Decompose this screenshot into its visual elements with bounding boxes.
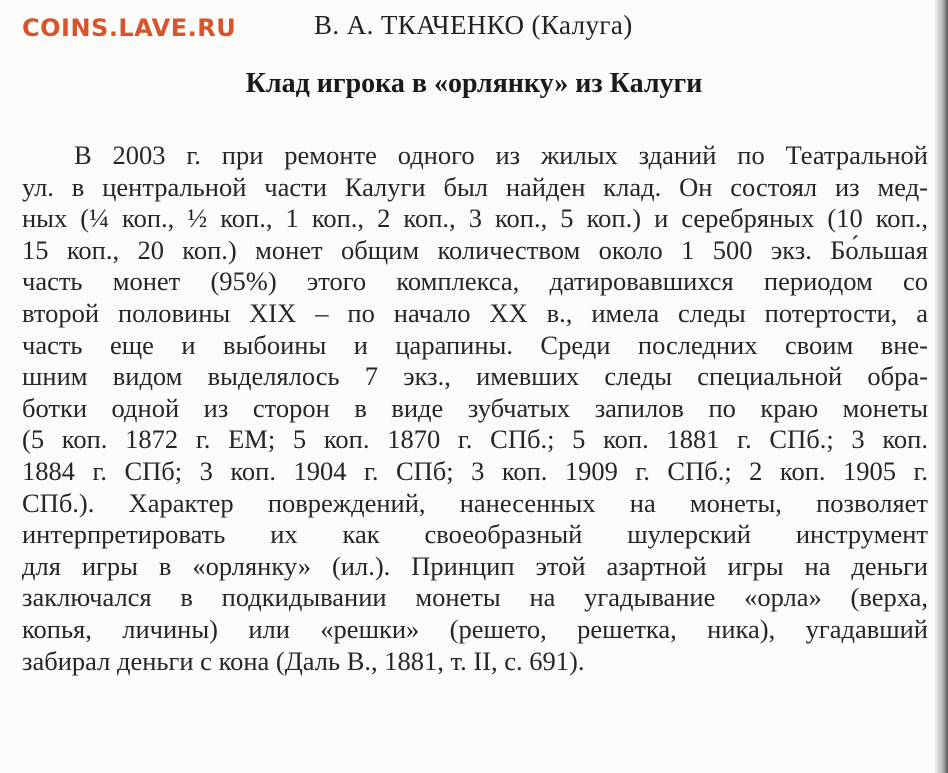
text-line: копья, личины) или «решки» (решето, решетка, ника), угадавший xyxy=(22,613,928,644)
text-line: 15 коп., 20 коп.) монет общим количеством около 1 500 экз. Бо́льшая xyxy=(22,234,928,265)
text-line: 1884 г. СПб; 3 коп. 1904 г. СПб; 3 коп. 1909 г. СПб.; 2 коп. 1905 г. xyxy=(22,455,928,486)
text-line: ных (¼ коп., ½ коп., 1 коп., 2 коп., 3 коп., 5 коп.) и серебряных (10 коп., xyxy=(22,203,928,234)
text-line: интерпретировать их как своеобразный шулерский инструмент xyxy=(22,519,928,550)
text-line: ул. в центральной части Калуги был найден клад. Он состоял из мед- xyxy=(22,171,928,202)
site-watermark: COINS.LAVE.RU xyxy=(22,14,237,42)
text-line: шним видом выделялось 7 экз., имевших следы специальной обра- xyxy=(22,361,928,392)
text-line: часть еще и выбоины и царапины. Среди последних своим вне- xyxy=(22,329,928,360)
text-line: СПб.). Характер повреждений, нанесенных на монеты, позволяет xyxy=(22,487,928,518)
text-line: (5 коп. 1872 г. ЕМ; 5 коп. 1870 г. СПб.; 5 коп. 1881 г. СПб.; 3 коп. xyxy=(22,424,928,455)
text-line: для игры в «орлянку» (ил.). Принцип этой азартной игры на деньги xyxy=(22,550,928,581)
text-line: второй половины XIX – по начало XX в., имела следы потертости, а xyxy=(22,297,928,328)
article-body xyxy=(22,140,928,677)
page-edge-shadow xyxy=(934,0,948,773)
article-title: Клад игрока в «орлянку» из Калуги xyxy=(245,68,703,99)
text-line: В 2003 г. при ремонте одного из жилых зданий по Театральной xyxy=(74,140,928,170)
text-line: забирал деньги с кона (Даль В., 1881, т. II, с. 691). xyxy=(22,645,585,676)
text-line: заключался в подкидывании монеты на угадывание «орла» (верха, xyxy=(22,582,928,613)
text-line: ботки одной из сторон в виде зубчатых запилов по краю монеты xyxy=(22,392,928,423)
text-line: часть монет (95%) этого комплекса, датировавшихся периодом со xyxy=(22,266,928,297)
article-author: В. А. ТКАЧЕНКО (Калуга) xyxy=(314,10,633,40)
